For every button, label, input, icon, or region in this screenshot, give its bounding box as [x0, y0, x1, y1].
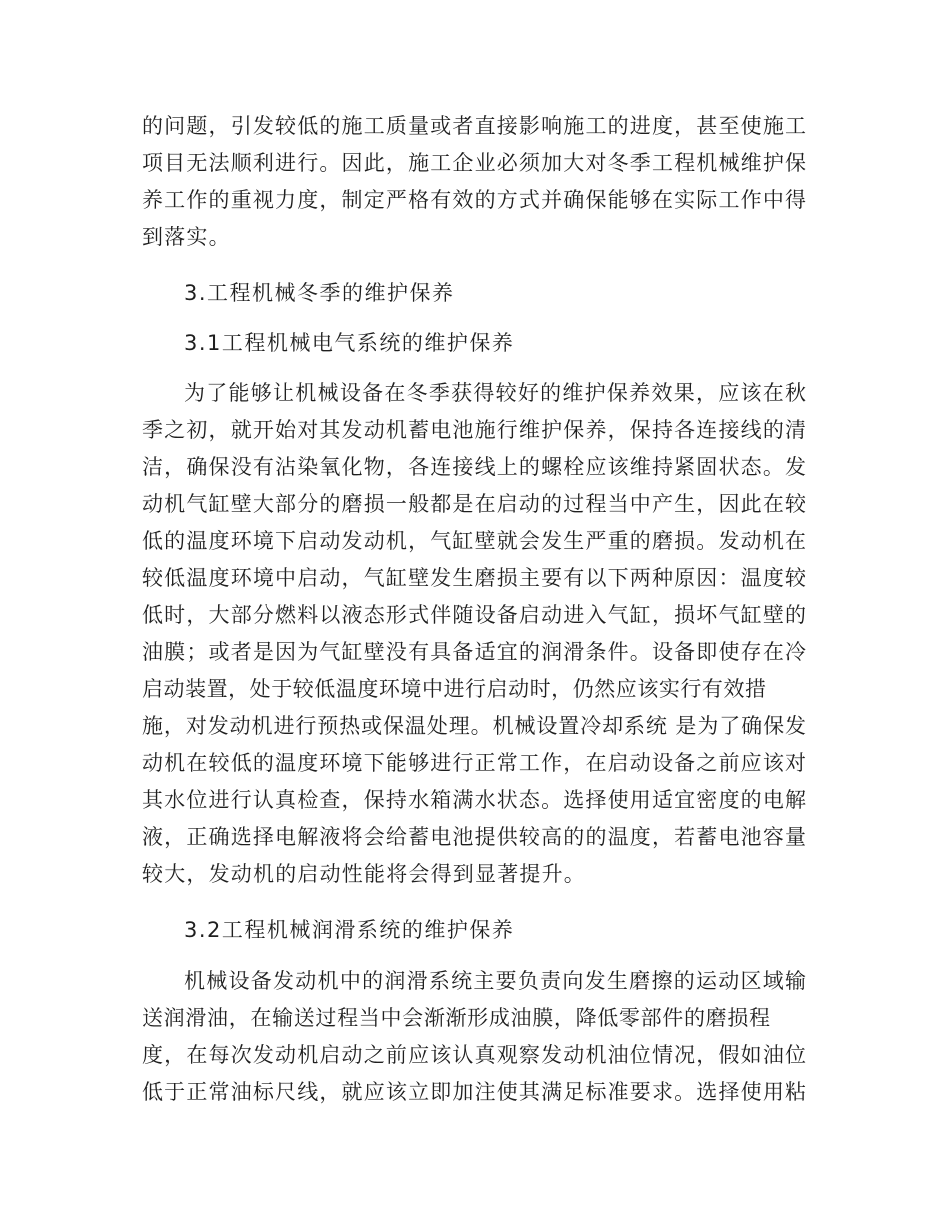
para-3-1-line-4: 动机气缸壁大部分的磨损一般都是在启动的过程当中产生，因此在较	[142, 492, 806, 516]
para-3-1-line-9: 启动装置，处于较低温度环境中进行启动时，仍然应该实行有效措	[142, 677, 766, 701]
para-3-2-line-1: 机械设备发动机中的润滑系统主要负责向发生磨擦的运动区域输	[184, 969, 806, 993]
para-3-1-line-12: 其水位进行认真检查，保持水箱满水状态。选择使用适宜密度的电解	[142, 788, 806, 812]
para-3-1-line-6: 较低温度环境中启动，气缸壁发生磨损主要有以下两种原因：温度较	[142, 566, 806, 590]
para-3-1-line-8: 油膜；或者是因为气缸壁没有具备适宜的润滑条件。设备即使存在冷	[142, 640, 806, 664]
para-3-1-line-5: 低的温度环境下启动发动机，气缸壁就会发生严重的磨损。发动机在	[142, 529, 806, 553]
section-heading-3-1: 3.1工程机械电气系统的维护保养	[184, 331, 515, 355]
para-3-2-line-4: 低于正常油标尺线，就应该立即加注使其满足标准要求。选择使用粘	[142, 1080, 806, 1104]
intro-line-2: 项目无法顺利进行。因此，施工企业必须加大对冬季工程机械维护保	[142, 151, 806, 175]
section-heading-3-2: 3.2工程机械润滑系统的维护保养	[184, 918, 515, 942]
intro-line-1: 的问题，引发较低的施工质量或者直接影响施工的进度，甚至使施工	[142, 114, 806, 138]
para-3-1-line-14: 较大，发动机的启动性能将会得到显著提升。	[142, 862, 586, 886]
para-3-1-line-2: 季之初，就开始对其发动机蓄电池施行维护保养，保持各连接线的清	[142, 418, 806, 442]
para-3-1-line-13: 液，正确选择电解液将会给蓄电池提供较高的的温度，若蓄电池容量	[142, 825, 806, 849]
para-3-1-line-3: 洁，确保没有沾染氧化物，各连接线上的螺栓应该维持紧固状态。发	[142, 455, 806, 479]
para-3-1-line-10: 施，对发动机进行预热或保温处理。机械设置冷却系统 是为了确保发	[142, 714, 806, 738]
section-heading-3: 3.工程机械冬季的维护保养	[184, 281, 455, 305]
para-3-1-line-11: 动机在较低的温度环境下能够进行正常工作，在启动设备之前应该对	[142, 751, 806, 775]
intro-line-4: 到落实。	[142, 225, 231, 249]
intro-line-3: 养工作的重视力度，制定严格有效的方式并确保能够在实际工作中得	[142, 188, 806, 212]
para-3-2-line-3: 度，在每次发动机启动之前应该认真观察发动机油位情况，假如油位	[142, 1043, 806, 1067]
para-3-2-line-2: 送润滑油，在输送过程当中会渐渐形成油膜，降低零部件的磨损程	[142, 1006, 770, 1030]
para-3-1-line-7: 低时，大部分燃料以液态形式伴随设备启动进入气缸，损坏气缸壁的	[142, 603, 806, 627]
para-3-1-line-1: 为了能够让机械设备在冬季获得较好的维护保养效果，应该在秋	[184, 381, 806, 405]
